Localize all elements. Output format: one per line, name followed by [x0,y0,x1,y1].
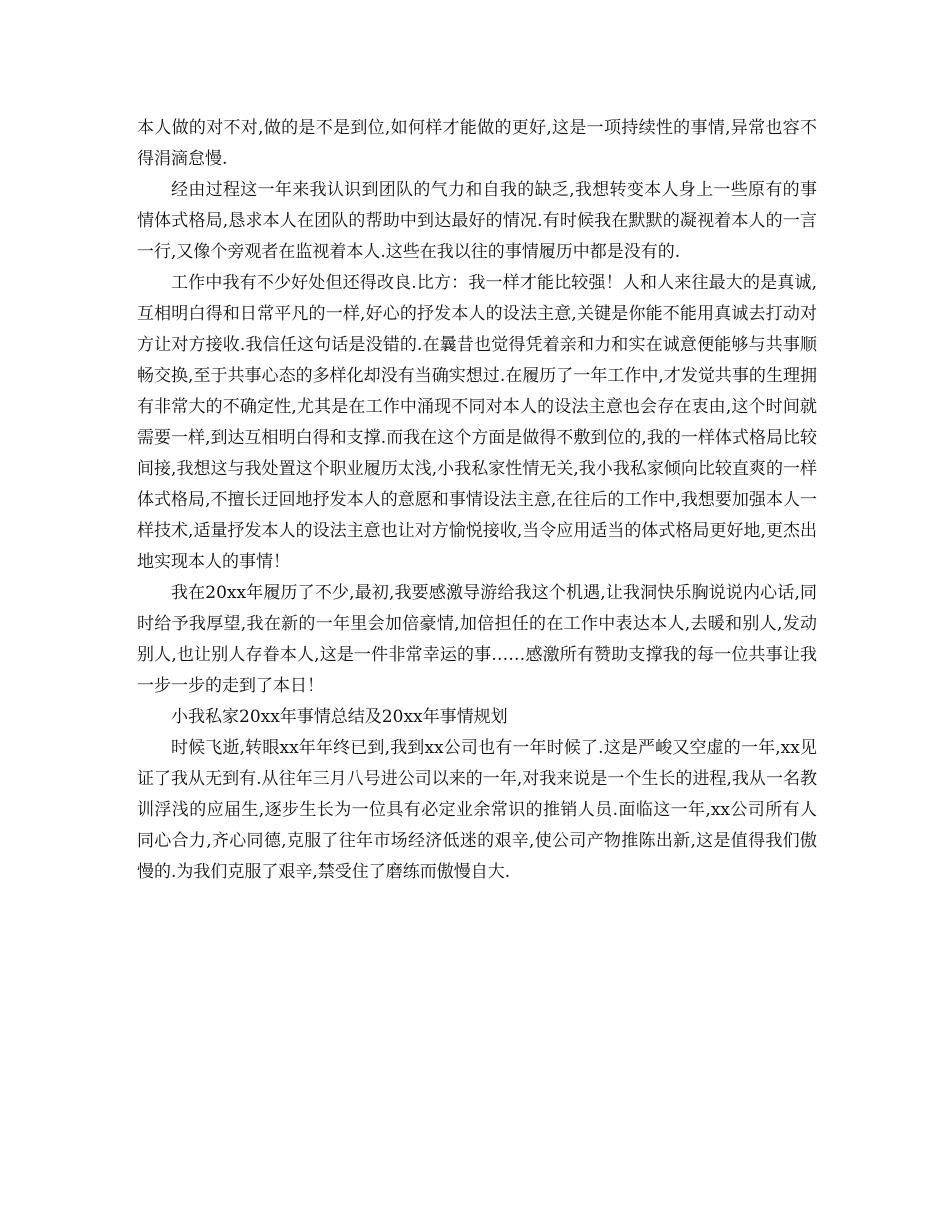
paragraph-3: 工作中我有不少好处但还得改良.比方：我一样才能比较强！人和人来往最大的是真诚,互相明白得和日常平凡的一样,好心的抒发本人的设法主意,关键是你能不能用真诚去打动对方让对方接收.我信任这句话是没错的.在曩昔也觉得凭着亲和力和实在诚意便能够与共事顺畅交换,至于共事心态的多样化却没有当确实想过.在履历了一年工作中,才发觉共事的生理拥有非常大的不确定性,尤其是在工作中涌现不同对本人的设法主意也会存在衷由,这个时间就需要一样,到达互相明白得和支撑.而我在这个方面是做得不敷到位的,我的一样体式格局比较间接,我想这与我处置这个职业履历太浅,小我私家性情无关,我小我私家倾向比较直爽的一样体式格局,不擅长迂回地抒发本人的意愿和事情设法主意,在往后的工作中,我想要加强本人一样技术,适量抒发本人的设法主意也让对方愉悦接收,当令应用适当的体式格局更好地,更杰出地实现本人的事情！ [137,273,817,572]
paragraph-4: 我在20xx年履历了不少,最初,我要感激导游给我这个机遇,让我洞快乐胸说说内心话,同时给予我厚望,我在新的一年里会加倍豪情,加倍担任的在工作中表达本人,去暖和别人,发动别人,也让别人存眷本人,这是一件非常幸运的事……感激所有赞助支撑我的每一位共事让我一步一步的走到了本日！ [137,583,817,696]
paragraph-1: 本人做的对不对,做的是不是到位,如何样才能做的更好,这是一项持续性的事情,异常也容不得涓滴怠慢. [137,118,817,169]
paragraph-5: 时候飞逝,转眼xx年年终已到,我到xx公司也有一年时候了.这是严峻又空虚的一年,xx见证了我从无到有.从往年三月八号进公司以来的一年,对我来说是一个生长的进程,我从一名教训浮浅的应届生,逐步生长为一位具有必定业余常识的推销人员.面临这一年,xx公司所有人同心合力,齐心同德,克服了往年市场经济低迷的艰辛,使公司产物推陈出新,这是值得我们傲慢的.为我们克服了艰辛,禁受住了磨练而傲慢自大. [137,738,817,882]
document-page [137,113,817,888]
paragraph-2: 经由过程这一年来我认识到团队的气力和自我的缺乏,我想转变本人身上一些原有的事情体式格局,恳求本人在团队的帮助中到达最好的情况.有时候我在默默的凝视着本人的一言一行,又像个旁观者在监视着本人.这些在我以往的事情履历中都是没有的. [137,180,817,262]
section-heading: 小我私家20xx年事情总结及20xx年事情规划 [171,707,508,727]
